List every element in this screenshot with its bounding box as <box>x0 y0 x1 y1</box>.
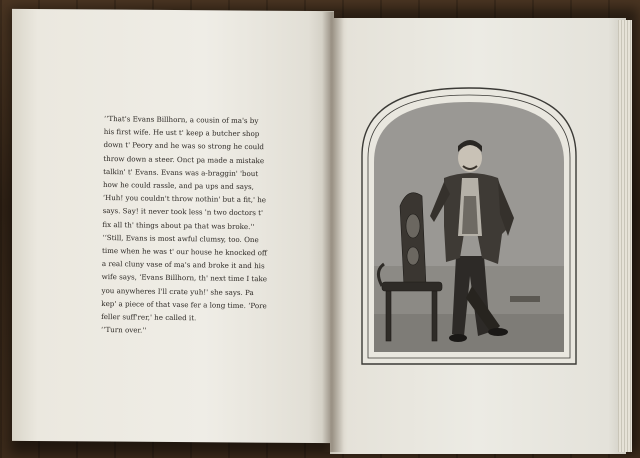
right-page-edges <box>618 20 632 452</box>
text-line: ‘‘Still, Evans is most awful clumsy, too. One <box>102 232 259 244</box>
text-line: ‘‘That's Evans Billhorn, a cousin of ma's by <box>103 113 259 126</box>
text-line: feller suff'rer,' he called it. <box>101 312 197 323</box>
text-line: talkin' t' Evans. Evans was a-braggin' 'bout <box>103 166 259 178</box>
text-line: ‘Huh! you couldn't throw nothin' but a fit,' he <box>102 193 267 205</box>
text-line: a real cluny vase of ma's and broke it and his <box>101 259 265 271</box>
book-gutter <box>322 12 344 452</box>
text-line: kep' a piece of that vase fer a long time. ‘Pore <box>101 298 267 311</box>
text-line: you anywheres I'll crate yuh!' she says. Pa <box>101 285 254 297</box>
text-line: how he could rassle, and pa ups and says, <box>102 180 254 192</box>
text-line: throw down a steer. Onct pa made a mistake <box>103 153 265 165</box>
text-line: says. Say! it never took less 'n two doctors t' <box>102 206 264 218</box>
text-line: his first wife. He ust t' keep a butcher shop <box>103 127 260 139</box>
text-line: fix all th' things about pa that was broke.'' <box>102 219 255 231</box>
portrait-plate <box>360 86 578 366</box>
left-page-text <box>101 112 302 339</box>
text-line: down t' Peory and he was so strong he could <box>103 140 265 152</box>
text-line: ‘‘Turn over.'' <box>100 325 147 335</box>
portrait-photo-icon <box>360 86 578 366</box>
text-line: time when he was t' our house he knocked off <box>102 246 268 258</box>
text-line: wife says, ‘Evans Billhorn, th' next time I take <box>101 272 268 284</box>
